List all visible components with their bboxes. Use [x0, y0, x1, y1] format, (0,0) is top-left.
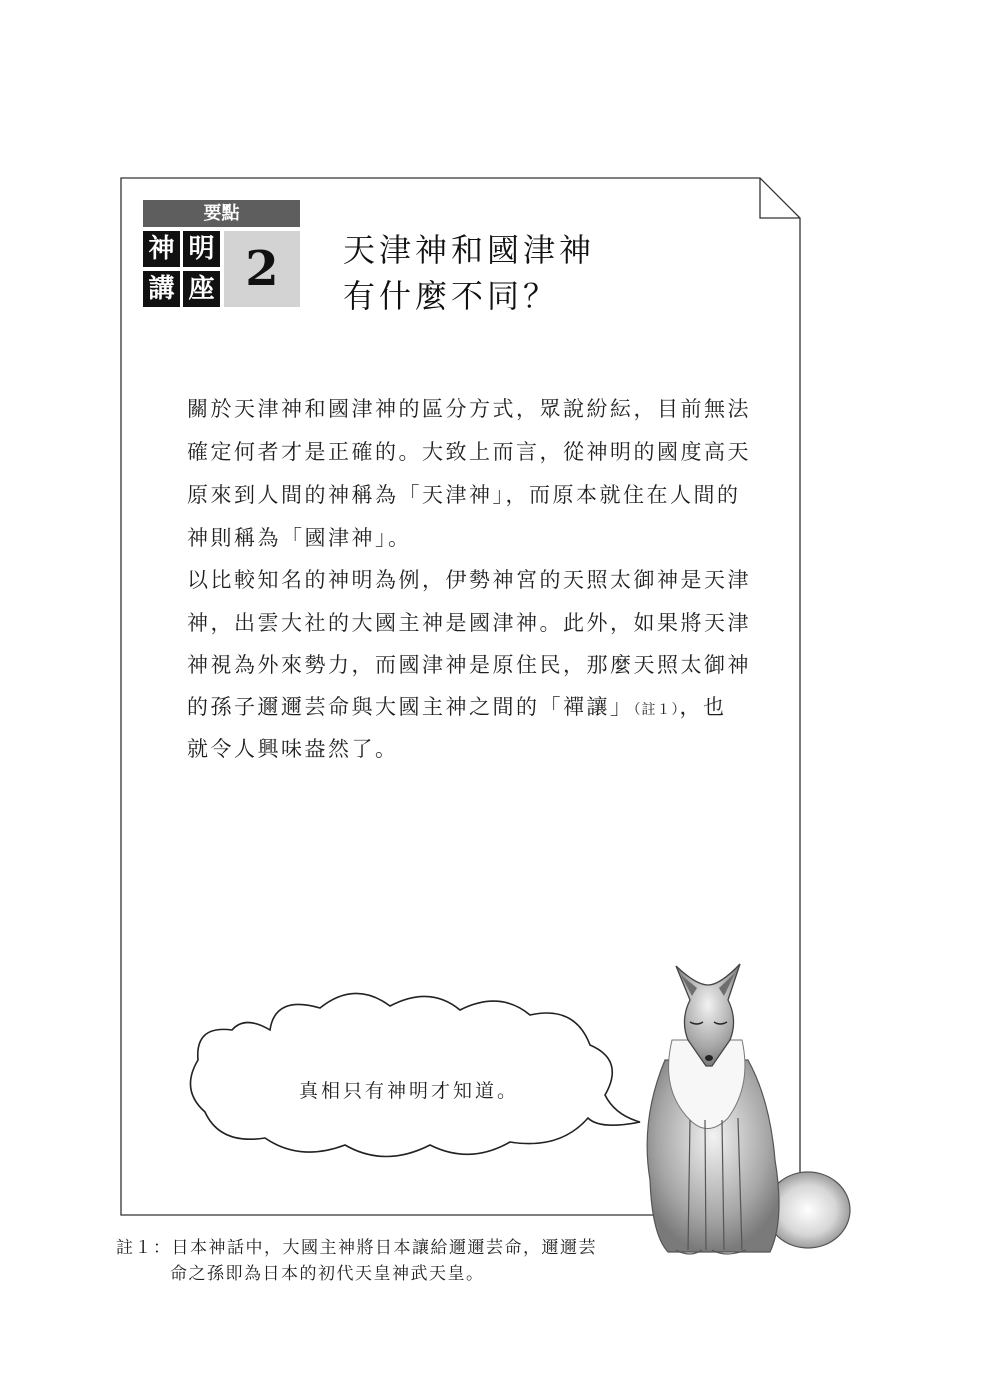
badge-char: 神: [143, 231, 180, 267]
footnote-line: 註１：日本神話中，大國主神將日本讓給邇邇芸命，邇邇芸: [116, 1238, 597, 1258]
page-title-line2: 有什麼不同？: [343, 277, 560, 315]
body-line-text: 的孫子邇邇芸命與大國主神之間的「禪讓」: [187, 695, 634, 719]
badge-char: 明: [183, 231, 220, 267]
body-line: 神則稱為「國津神」。: [187, 526, 412, 550]
badge-label: 要點: [143, 200, 300, 227]
footnote-ref: （註１）: [633, 702, 680, 718]
body-line: 關於天津神和國津神的區分方式，眾說紛紜，目前無法: [187, 397, 751, 421]
badge-char: 講: [143, 271, 180, 307]
badge-number: 2: [224, 231, 300, 307]
speech-bubble-text: 真相只有神明才知道。: [299, 1080, 520, 1102]
body-line: 神，出雲大社的大國主神是國津神。此外，如果將天津: [187, 611, 751, 635]
fox-nose: [705, 1055, 713, 1061]
body-line: 確定何者才是正確的。大致上而言，從神明的國度高天: [187, 440, 751, 464]
badge-char: 座: [183, 271, 220, 307]
body-line: 神視為外來勢力，而國津神是原住民，那麼天照太御神: [187, 653, 751, 677]
body-line: 以比較知名的神明為例，伊勢神宮的天照太御神是天津: [187, 568, 751, 592]
footnote-line: 命之孫即為日本的初代天皇神武天皇。: [170, 1264, 485, 1284]
page-title-line1: 天津神和國津神: [343, 231, 596, 269]
body-line: 就令人興味盎然了。: [187, 737, 399, 761]
body-line: 原來到人間的神稱為「天津神」，而原本就住在人間的: [187, 483, 741, 507]
body-line-text: ，也: [679, 695, 727, 719]
